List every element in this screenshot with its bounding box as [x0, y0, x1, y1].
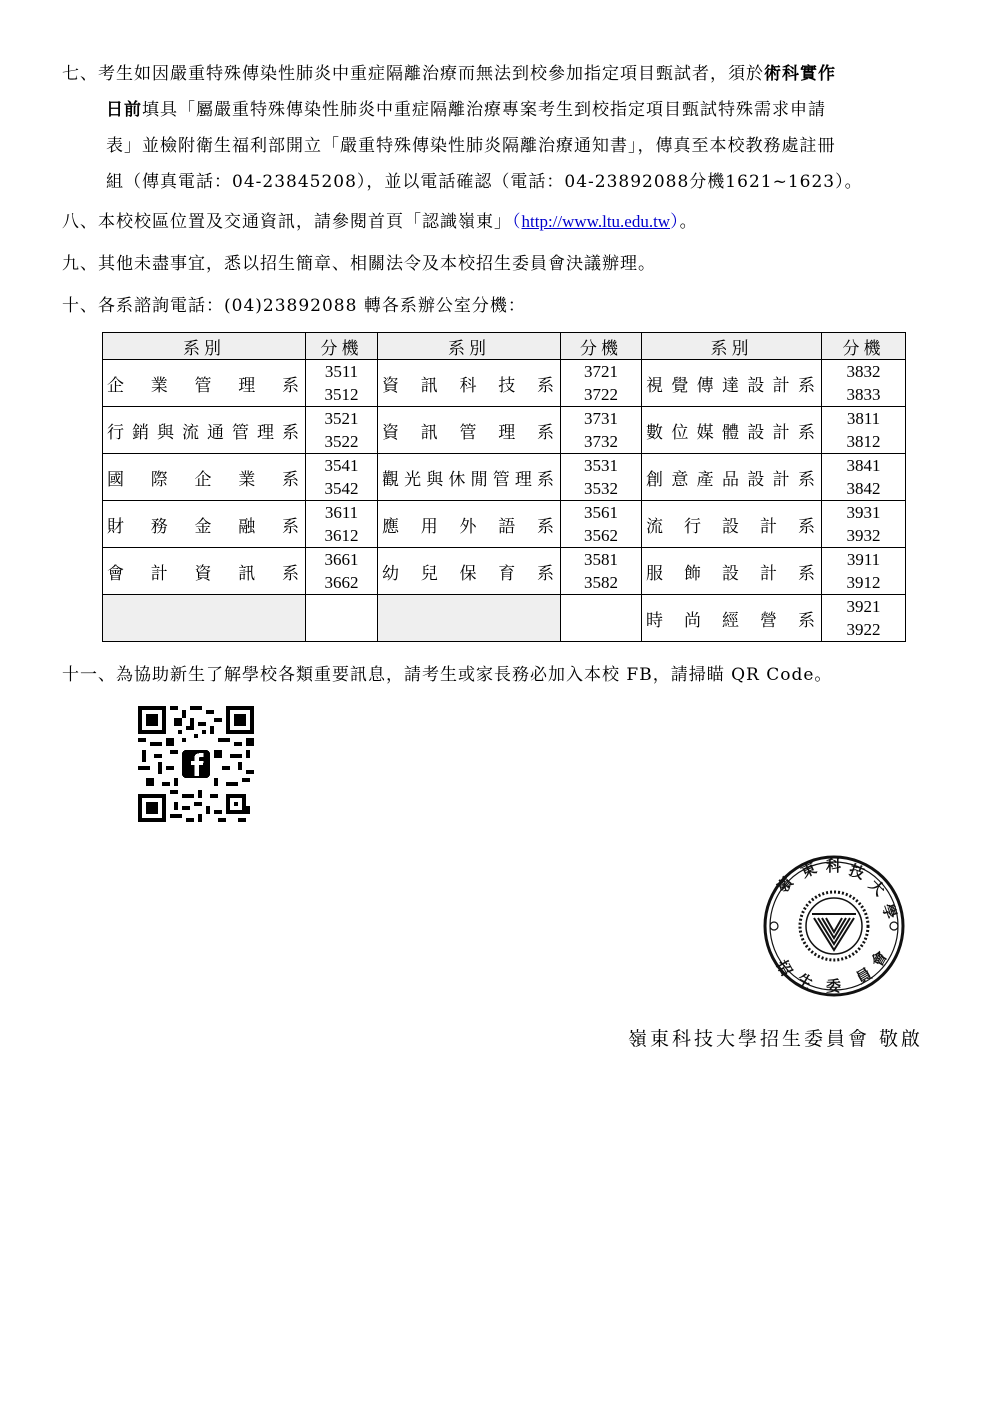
- table-row: [103, 360, 906, 407]
- extension-cell: 3521 3522: [306, 407, 378, 454]
- department-cell: 應用外語系: [378, 501, 561, 548]
- item-number: 八、: [62, 212, 98, 232]
- item-text: 填具「屬嚴重特殊傳染性肺炎中重症隔離治療專案考生到校指定項目甄試特殊需求申請: [142, 100, 826, 120]
- header-extension: 分機: [561, 333, 642, 360]
- extension-cell: 3921 3922: [822, 595, 906, 642]
- department-cell: 企業管理系: [103, 360, 306, 407]
- department-cell: 觀光與休閒管理系: [378, 454, 561, 501]
- table-row: [103, 548, 906, 595]
- department-cell: 流行設計系: [642, 501, 822, 548]
- svg-text:嶺: 嶺: [773, 873, 797, 897]
- item-seven: [62, 56, 942, 200]
- table-row: [103, 501, 906, 548]
- empty-cell: [378, 595, 561, 642]
- extension-cell: 3841 3842: [822, 454, 906, 501]
- empty-cell: [561, 595, 642, 642]
- extension-cell: 3581 3582: [561, 548, 642, 595]
- extension-cell: 3561 3562: [561, 501, 642, 548]
- item-number: 七、: [62, 64, 98, 84]
- svg-text:東: 東: [798, 858, 820, 882]
- item-number: 十一、: [62, 665, 116, 685]
- svg-text:技: 技: [846, 860, 867, 883]
- department-cell: 時尚經營系: [642, 595, 822, 642]
- table-header-row: [103, 333, 906, 360]
- item-text: 考生如因嚴重特殊傳染性肺炎中重症隔離治療而無法到校參加指定項目甄試者，須於: [98, 64, 764, 84]
- item-text: 為協助新生了解學校各類重要訊息，請考生或家長務必加入本校 FB，請掃瞄 QR Code。: [116, 665, 833, 685]
- department-cell: 視覺傳達設計系: [642, 360, 822, 407]
- department-cell: 財務金融系: [103, 501, 306, 548]
- department-cell: 會計資訊系: [103, 548, 306, 595]
- table-row: [103, 454, 906, 501]
- extension-cell: 3811 3812: [822, 407, 906, 454]
- item-end: 。: [679, 212, 698, 232]
- header-extension: 分機: [306, 333, 378, 360]
- item-text: 表」並檢附衛生福利部開立「嚴重特殊傳染性肺炎隔離治療通知書」，傳真至本校教務處註冊: [106, 136, 836, 156]
- item-number: 十、: [62, 296, 98, 316]
- table-row: [103, 407, 906, 454]
- item-text: 本校校區位置及交通資訊，請參閱首頁「認識嶺東」: [98, 212, 512, 232]
- extension-cell: 3931 3932: [822, 501, 906, 548]
- table-row: [103, 595, 906, 642]
- item-nine: [62, 246, 942, 282]
- svg-text:大: 大: [865, 876, 889, 900]
- item-eleven: [62, 657, 942, 693]
- svg-text:委: 委: [826, 977, 842, 995]
- department-cell: 資訊科技系: [378, 360, 561, 407]
- extension-table: [102, 332, 906, 642]
- empty-cell: [103, 595, 306, 642]
- extension-cell: 3911 3912: [822, 548, 906, 595]
- svg-text:招: 招: [772, 957, 796, 980]
- extension-cell: 3832 3833: [822, 360, 906, 407]
- website-link[interactable]: http://www.ltu.edu.tw: [521, 212, 671, 231]
- header-extension: 分機: [822, 333, 906, 360]
- item-ten: [62, 288, 942, 324]
- extension-cell: 3531 3532: [561, 454, 642, 501]
- item-text: 組（傳真電話：04-23845208），並以電話確認（電話：04-23892088分機1621~1623）。: [106, 172, 863, 192]
- svg-text:員: 員: [853, 964, 876, 988]
- department-cell: 國際企業系: [103, 454, 306, 501]
- department-cell: 創意產品設計系: [642, 454, 822, 501]
- svg-text:生: 生: [794, 969, 817, 993]
- paren-open: （: [512, 212, 522, 232]
- department-cell: 數位媒體設計系: [642, 407, 822, 454]
- item-text: 其他未盡事宜，悉以招生簡章、相關法令及本校招生委員會決議辦理。: [98, 254, 656, 274]
- item-text-bold: 日前: [106, 100, 142, 120]
- item-number: 九、: [62, 254, 98, 274]
- extension-cell: 3721 3722: [561, 360, 642, 407]
- header-department: 系別: [642, 333, 822, 360]
- committee-seal-icon: [762, 854, 906, 998]
- department-cell: 行銷與流通管理系: [103, 407, 306, 454]
- item-text-bold: 術科實作: [764, 64, 836, 84]
- department-cell: 幼兒保育系: [378, 548, 561, 595]
- svg-text:會: 會: [867, 947, 891, 970]
- department-cell: 服飾設計系: [642, 548, 822, 595]
- header-department: 系別: [378, 333, 561, 360]
- paren-close: ）: [670, 212, 680, 232]
- svg-text:學: 學: [878, 901, 901, 922]
- signature: 嶺東科技大學招生委員會 敬啟: [628, 1028, 924, 1050]
- extension-cell: 3661 3662: [306, 548, 378, 595]
- empty-cell: [306, 595, 378, 642]
- facebook-qr-code-icon[interactable]: [137, 706, 255, 822]
- extension-cell: 3541 3542: [306, 454, 378, 501]
- extension-cell: 3731 3732: [561, 407, 642, 454]
- department-cell: 資訊管理系: [378, 407, 561, 454]
- extension-cell: 3511 3512: [306, 360, 378, 407]
- svg-text:科: 科: [826, 857, 842, 875]
- item-text: 各系諮詢電話：(04)23892088 轉各系辦公室分機：: [98, 296, 526, 316]
- item-eight: [62, 204, 942, 240]
- header-department: 系別: [103, 333, 306, 360]
- extension-cell: 3611 3612: [306, 501, 378, 548]
